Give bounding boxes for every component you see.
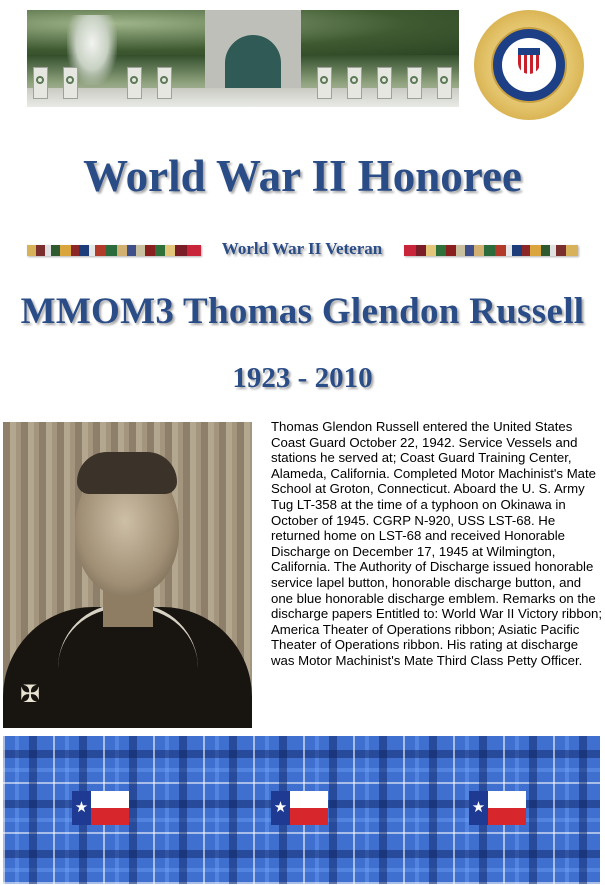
honoree-biography: Thomas Glendon Russell entered the United States Coast Guard October 22, 1942. Service Vessels and stations he served at; Coast Guard Training Center, Alameda, California. Completed Motor Machinist's Mate School at Groton, Connecticut. Aboard the U. S. Army Tug LT-358 at the time of a typhoon on Okinawa in October of 1945. CGRP N-920, USS LST-68. He returned home on LST-68 and received Honorable Discharge on December 17, 1945 at Wilmington, California. The Authority of Discharge issued honorable service lapel button, honorable discharge button, and one blue honorable discharge emblem. Remarks on the discharge papers Entitled to: World War II Victory ribbon; America Theater of Operations ribbon; Asiatic Pacific Theater of Operations ribbon. His rating at discharge was Motor Machinist's Mate Third Class Petty Officer. <box>271 419 603 668</box>
page-title: World War II Honoree <box>83 151 522 201</box>
seal-year: 1790 <box>522 91 536 99</box>
coast-guard-seal-icon <box>474 10 584 120</box>
wwii-memorial-banner-image <box>27 10 459 107</box>
texas-flag-icon <box>469 791 526 825</box>
honoree-portrait-photo <box>3 422 252 728</box>
honoree-name: MMOM3 Thomas Glendon Russell <box>20 291 585 332</box>
star-icon: ★ <box>471 798 486 816</box>
veteran-label: World War II Veteran <box>221 239 383 258</box>
star-icon: ★ <box>273 798 288 816</box>
texas-flag-icon <box>271 791 328 825</box>
honoree-years: 1923 - 2010 <box>232 362 373 394</box>
plaid-footer-banner <box>3 736 600 884</box>
service-ribbon-bar-left <box>27 245 201 256</box>
rating-insignia-icon: ✠ <box>19 681 41 708</box>
service-ribbon-bar-right <box>404 245 578 256</box>
texas-flag-icon <box>72 791 129 825</box>
star-icon: ★ <box>74 798 89 816</box>
